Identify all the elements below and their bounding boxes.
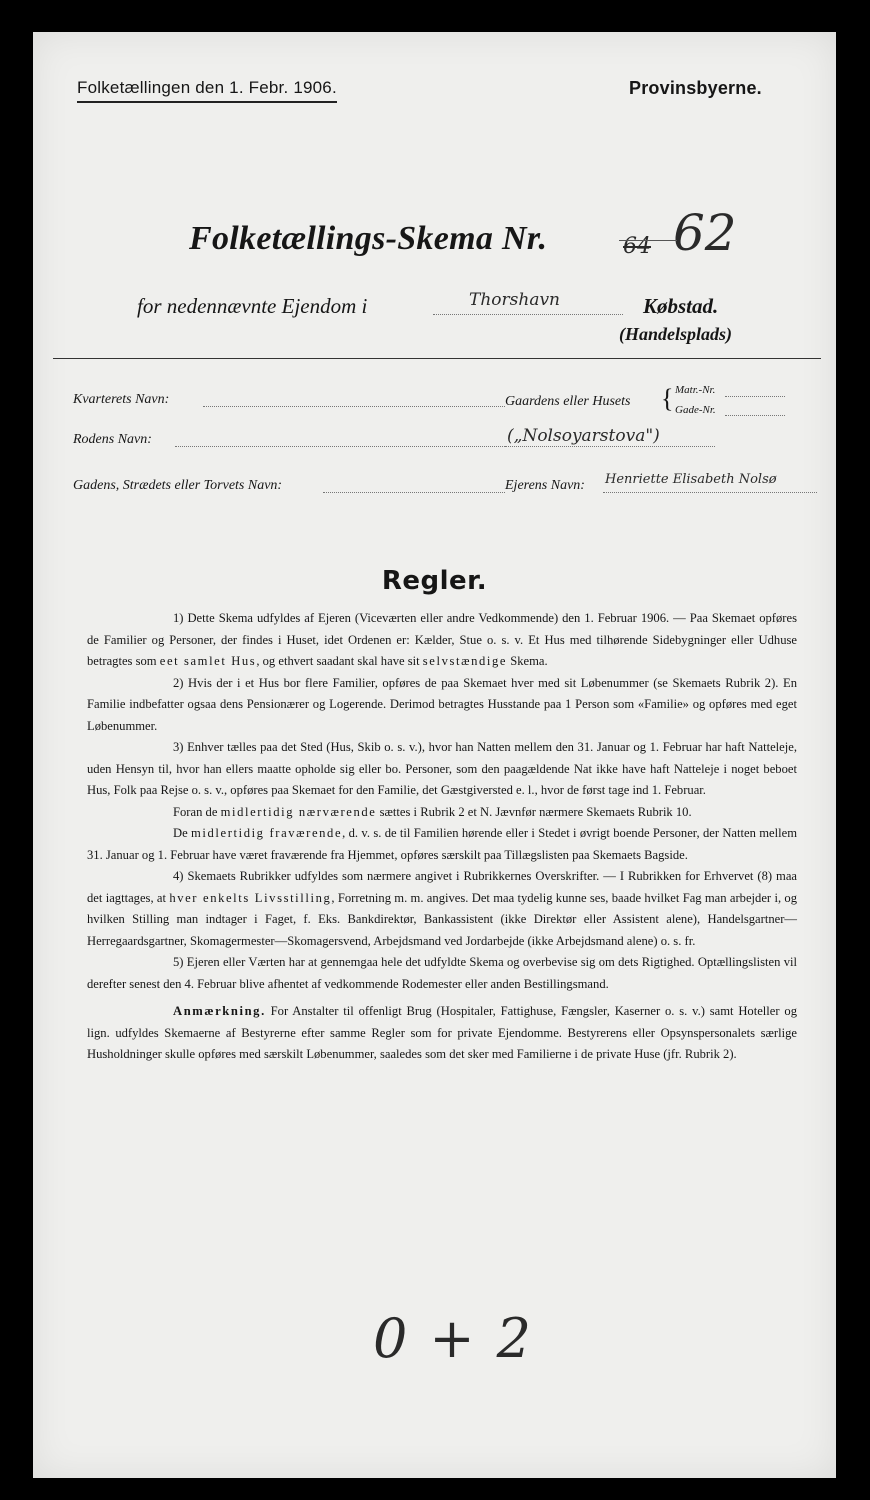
gade-label: Gadens, Strædets eller Torvets Navn: bbox=[73, 478, 283, 493]
matr-label: Matr.-Nr. bbox=[675, 384, 716, 396]
census-header: Folketællingen den 1. Febr. 1906. bbox=[77, 78, 337, 103]
town-name: Thorshavn bbox=[469, 290, 561, 310]
rule-1: 1) Dette Skema udfyldes af Ejeren (Viceværten eller andre Vedkommende) den 1. Februar 1906. — Paa Skemaet opføres de Familier og Personer, der findes i Huset, idet Ordenen er: Kælder, Stue o. s. v. Et Hus med tilhørende Sidebygninger eller Udhuse betragtes som eet samlet Hus, og ethvert saadant skal have sit selvstændige Skema. bbox=[87, 611, 797, 668]
rule-3c: De midlertidig fraværende, d. v. s. de til Familien hørende eller i Stedet i øvrigt boende Personer, der Natten mellem 31. Januar og 1. Februar have været fraværende fra Hjemmet, opføres særskilt paa Tillægslisten paa Skemaets Bagside. bbox=[87, 826, 797, 862]
rule-4: 4) Skemaets Rubrikker udfyldes som nærmere angivet i Rubrikkernes Overskrifter. — I Rubrikken for Erhvervet (8) maa det iagttages, at hver enkelts Livsstilling, Forretning m. m. angives. Det maa tydelig kunne ses, baade hvilket Fag man arbejder i, og hvilken Stilling man indtager i Faget, f. Eks. Bankdirektør, Bankassistent (ikke Direktør eller Assistent alene), Handelsgartner— Herregaardsgartner, Skomagermester—Skomagersvend, Arbejdsmand ved Jordarbejde (ikke Arbejdsmand alene) o. s. fr. bbox=[87, 869, 797, 948]
town-line bbox=[433, 314, 623, 315]
rode-value: („Nolsoyarstova") bbox=[507, 426, 660, 446]
rule-3b: Foran de midlertidig nærværende sættes i Rubrik 2 et N. Jævnfør nærmere Skemaets Rubrik 10. bbox=[173, 804, 692, 819]
kobstad-label: Købstad. bbox=[643, 294, 719, 318]
ejer-field[interactable] bbox=[603, 492, 817, 493]
ejer-label: Ejerens Navn: bbox=[505, 478, 585, 493]
rule-2: 2) Hvis der i et Hus bor flere Familier, opføres de paa Skemaet hver med sit Løbenummer (se Skemaets Rubrik 2). En Familie indbefatter ogsaa dens Pensionærer og Logerende. Derimod betragtes Husstande paa 1 Person som «Familie» og opføres med eget Løbenummer. bbox=[87, 675, 797, 733]
note: Anmærkning. For Anstalter til offenligt Brug (Hospitaler, Fattighuse, Fængsler, Kaserner o. s. v.) samt Hoteller og lign. udfyldes Skemaerne af Bestyrerne efter samme Regler som for private Ejendomme. Bestyrerens eller Opsynspersonalets særlige Husholdninger skulle opføres med særskilt Løbenummer, saaledes som det sker med Familierne i de private Huse (jfr. Rubrik 2). bbox=[87, 1004, 798, 1061]
schema-number: 62 bbox=[673, 204, 737, 262]
divider bbox=[53, 358, 821, 359]
kvarter-label: Kvarterets Navn: bbox=[73, 392, 170, 407]
struck-number: 64 bbox=[623, 234, 651, 259]
ejer-value: Henriette Elisabeth Nolsø bbox=[605, 472, 777, 487]
gade-nr-label: Gade-Nr. bbox=[675, 404, 716, 416]
rule-3: 3) Enhver tælles paa det Sted (Hus, Skib o. s. v.), hvor han Natten mellem den 31. Januar og 1. Februar har haft Natteleje, uden Hensyn til, hvor han ellers maatte opholde sig eller bo. Personer, som den paagældende Nat ikke have haft Natteleje i noget beboet Hus, Folk paa Rejse o. s. v., opføres paa Skemaet for den Familie, det Gæstgiversted e. l., hvor de først tage ind 1. Februar. bbox=[87, 740, 797, 797]
bottom-annotation: 0+2 bbox=[373, 1307, 553, 1370]
rules-heading: Regler. bbox=[381, 566, 488, 596]
gade-field[interactable] bbox=[323, 492, 505, 493]
form-sheet bbox=[33, 32, 836, 1478]
rule-5: 5) Ejeren eller Værten har at gennemgaa hele det udfyldte Skema og overbevise sig om dets Rigtighed. Optællingslisten vil derefter senest den 4. Februar blive afhentet af vedkommende Rodemester eller anden Bestillingsmand. bbox=[87, 955, 797, 991]
matr-field[interactable] bbox=[725, 396, 785, 397]
rode-label: Rodens Navn: bbox=[73, 432, 152, 447]
property-prefix: for nedennævnte Ejendom i bbox=[137, 294, 368, 318]
region-header: Provinsbyerne. bbox=[629, 78, 762, 98]
gade-nr-field[interactable] bbox=[725, 415, 785, 416]
number-line bbox=[619, 240, 677, 241]
rode-field-right[interactable] bbox=[505, 446, 715, 447]
gaard-label: Gaardens eller Husets bbox=[505, 394, 631, 409]
handelsplads-label: (Handelsplads) bbox=[619, 324, 733, 344]
rode-field-left[interactable] bbox=[175, 446, 505, 447]
form-title: Folketællings-Skema Nr. bbox=[189, 220, 548, 257]
rules-text bbox=[87, 608, 797, 1066]
brace-glyph: { bbox=[661, 384, 674, 413]
kvarter-field[interactable] bbox=[203, 406, 505, 407]
